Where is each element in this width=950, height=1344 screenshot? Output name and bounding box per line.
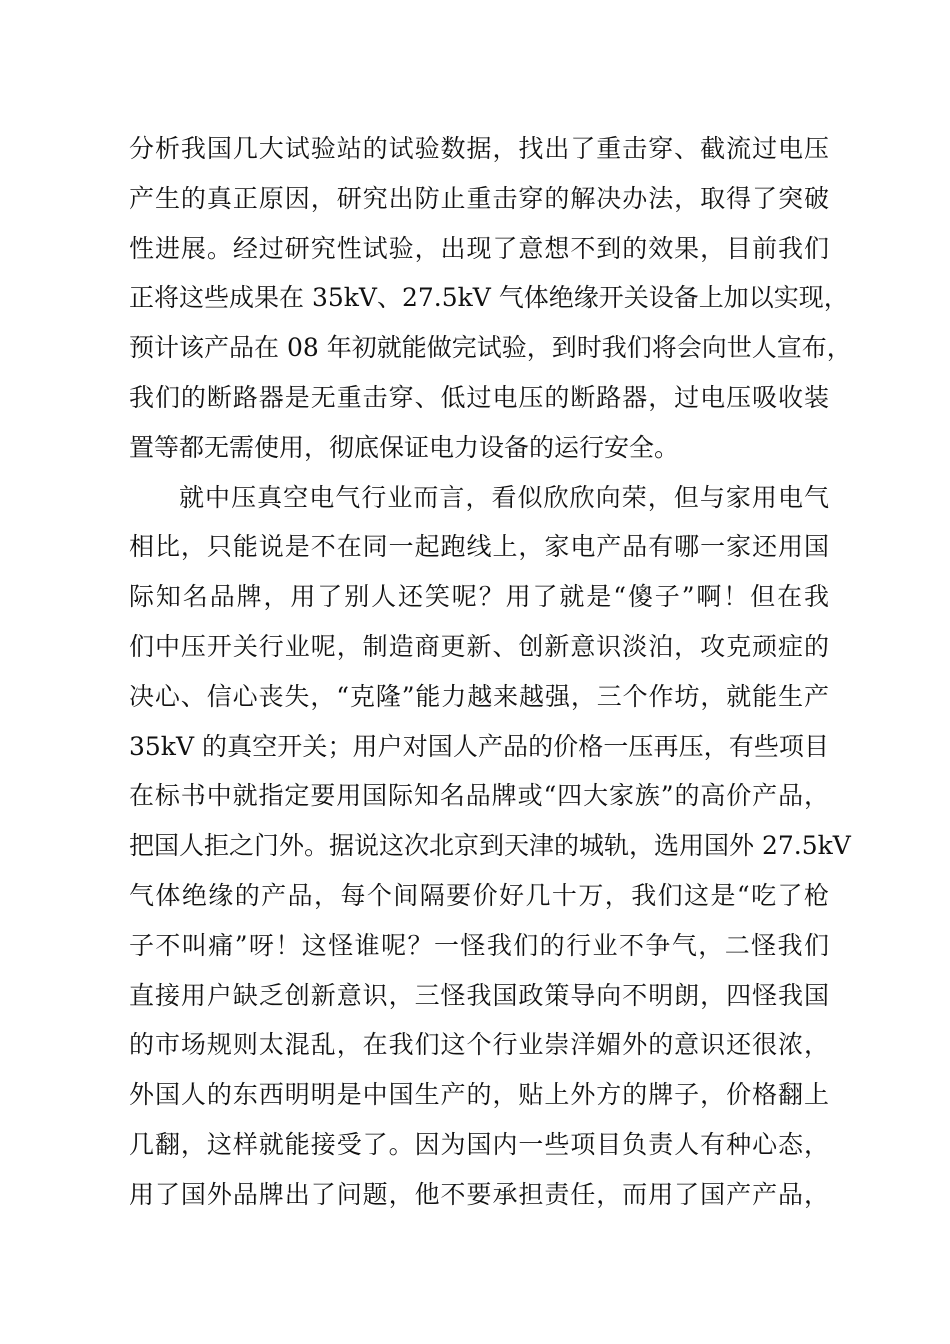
text-line: 把国人拒之门外。据说这次北京到天津的城轨，选用国外 27.5kV: [129, 831, 851, 861]
text-line: 预计该产品在 08 年初就能做完试验，到时我们将会向世人宣布，: [129, 333, 852, 363]
text-line: 几翻，这样就能接受了。因为国内一些项目负责人有种心态，: [129, 1129, 829, 1159]
text-line: 就中压真空电气行业而言，看似欣欣向荣，但与家用电气: [179, 482, 829, 512]
text-line: 分析我国几大试验站的试验数据，找出了重击穿、截流过电压: [129, 134, 829, 163]
text-line: 我们的断路器是无重击穿、低过电压的断路器，过电压吸收装: [129, 382, 829, 412]
text-line: 用了国外品牌出了问题，他不要承担责任，而用了国产产品，: [129, 1179, 829, 1209]
text-line: 们中压开关行业呢，制造商更新、创新意识淡泊，攻克顽症的: [129, 631, 829, 661]
text-line: 子不叫痛”呀！这怪谁呢？一怪我们的行业不争气，二怪我们: [129, 930, 829, 960]
text-line: 直接用户缺乏创新意识，三怪我国政策导向不明朗，四怪我国: [129, 980, 829, 1010]
text-line: 性进展。经过研究性试验，出现了意想不到的效果，目前我们: [129, 233, 829, 263]
text-line: 决心、信心丧失，“克隆”能力越来越强，三个作坊，就能生产: [129, 681, 829, 711]
text-line: 35kV 的真空开关；用户对国人产品的价格一压再压，有些项目: [129, 731, 829, 761]
text-line: 正将这些成果在 35kV、27.5kV 气体绝缘开关设备上加以实现，: [129, 283, 849, 313]
text-line: 在标书中就指定要用国际知名品牌或“四大家族”的高价产品，: [129, 781, 829, 811]
text-line: 置等都无需使用，彻底保证电力设备的运行安全。: [129, 432, 680, 462]
text-line: 外国人的东西明明是中国生产的，贴上外方的牌子，价格翻上: [129, 1080, 829, 1110]
text-line: 的市场规则太混乱，在我们这个行业崇洋媚外的意识还很浓，: [129, 1030, 829, 1060]
text-line: 际知名品牌，用了别人还笑呢？用了就是“傻子”啊！但在我: [129, 582, 829, 612]
text-line: 产生的真正原因，研究出防止重击穿的解决办法，取得了突破: [129, 183, 829, 213]
text-line: 气体绝缘的产品，每个间隔要价好几十万，我们这是“吃了枪: [129, 880, 829, 910]
body-text: [129, 124, 852, 1220]
text-line: 相比，只能说是不在同一起跑线上，家电产品有哪一家还用国: [129, 532, 829, 562]
